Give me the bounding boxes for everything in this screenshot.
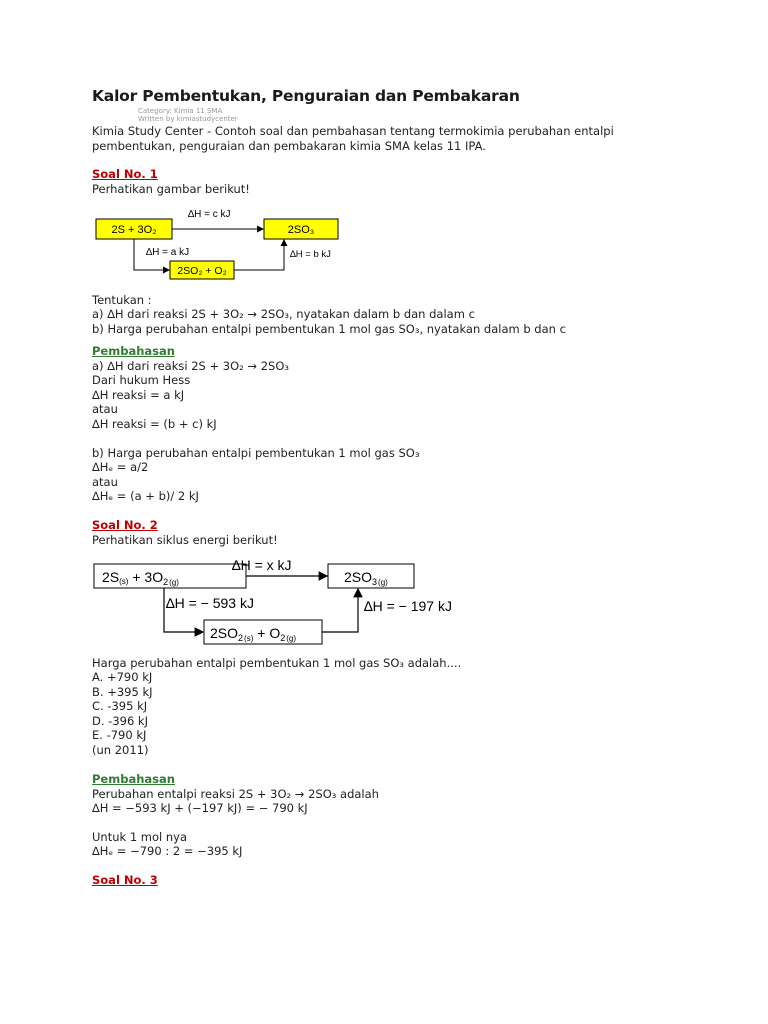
option-b: B. +395 kJ [92, 684, 153, 699]
energy-diagram-2 [92, 556, 452, 652]
pembahasan-line: Untuk 1 mol nya [92, 829, 188, 844]
soal-1-diagram [92, 203, 732, 293]
soal-2-question: Harga perubahan entalpi pembentukan 1 mol gas SO₃ adalah.... [92, 655, 462, 670]
box-reactants-label: 2S + 3O₂ [111, 223, 157, 236]
soal-3-heading: Soal No. 3 [92, 873, 158, 888]
pembahasan-line: ∆Hₑ = (a + b)/ 2 kJ [92, 489, 199, 504]
dh-top-label: ∆H = x kJ [232, 556, 292, 573]
pembahasan-line: b) Harga perubahan entalpi pembentukan 1 mol gas SO₃ [92, 445, 420, 460]
soal-2-prompt: Perhatikan siklus energi berikut! [92, 532, 278, 547]
box-intermediate-label: 2SO₂ + O₂ [177, 264, 227, 277]
pembahasan-line: atau [92, 402, 118, 417]
tentukan-label: Tentukan : [92, 292, 152, 307]
intro-line: Kimia Study Center - Contoh soal dan pembahasan tentang termokimia perubahan entalpi [92, 124, 614, 138]
question-source: (un 2011) [92, 743, 149, 758]
option-a: A. +790 kJ [92, 670, 153, 685]
soal-2-heading: Soal No. 2 [92, 517, 158, 532]
pembahasan-line: ∆H = −593 kJ + (−197 kJ) = − 790 kJ [92, 801, 308, 816]
pembahasan-2-heading: Pembahasan [92, 771, 175, 786]
article-meta [92, 107, 732, 123]
option-d: D. -396 kJ [92, 713, 148, 728]
arrow-right [322, 589, 358, 632]
box-product-label: $2SO_3(g)$ [344, 568, 388, 587]
pembahasan-line: Perubahan entalpi reaksi 2S + 3O₂ → 2SO₃ adalah [92, 786, 379, 801]
soal-1-heading: Soal No. 1 [92, 167, 158, 182]
option-e: E. -790 kJ [92, 728, 147, 743]
pembahasan-line: ∆H reaksi = (b + c) kJ [92, 416, 217, 431]
dh-right-label: ∆H = − 197 kJ [364, 597, 452, 614]
energy-diagram-1 [92, 203, 352, 289]
intro-line: pembentukan, penguraian dan pembakaran kimia SMA kelas 11 IPA. [92, 138, 486, 153]
soal-1-prompt: Perhatikan gambar berikut! [92, 182, 250, 197]
soal-1-question-b: b) Harga perubahan entalpi pembentukan 1 mol gas SO₃, nyatakan dalam b dan c [92, 321, 566, 336]
intro-paragraph [92, 124, 732, 153]
pembahasan-1-heading: Pembahasan [92, 343, 175, 358]
pembahasan-line: ∆H reaksi = a kJ [92, 387, 185, 402]
author-label: Written by kimiastudycenter [138, 115, 238, 123]
box-intermediate-label: $2SO_2(s) + O_2(g)$ [210, 624, 297, 643]
pembahasan-line: ∆Hₑ = −790 : 2 = −395 kJ [92, 844, 243, 859]
soal-1-question-a: a) ∆H dari reaksi 2S + 3O₂ → 2SO₃, nyatakan dalam b dan dalam c [92, 307, 475, 322]
pembahasan-line: Dari hukum Hess [92, 373, 191, 388]
page-title: Kalor Pembentukan, Penguraian dan Pembakaran [92, 87, 520, 105]
box-reactants-label: $2S(s) + 3O_2(g)$ [102, 568, 179, 587]
option-c: C. -395 kJ [92, 699, 148, 714]
soal-2-diagram [92, 556, 732, 656]
pembahasan-line: a) ∆H dari reaksi 2S + 3O₂ → 2SO₃ [92, 358, 289, 373]
document-page [92, 86, 732, 888]
dh-top-label: ∆H = c kJ [188, 208, 231, 220]
arrow-right [234, 240, 284, 270]
dh-left-label: ∆H = a kJ [146, 246, 190, 258]
pembahasan-line: ∆Hₑ = a/2 [92, 460, 149, 475]
category-label: Category: Kimia 11 SMA [138, 107, 223, 115]
dh-right-label: ∆H = b kJ [290, 248, 331, 260]
box-product-label: 2SO₃ [287, 223, 315, 236]
dh-left-label: ∆H = − 593 kJ [166, 594, 254, 611]
pembahasan-line: atau [92, 474, 118, 489]
